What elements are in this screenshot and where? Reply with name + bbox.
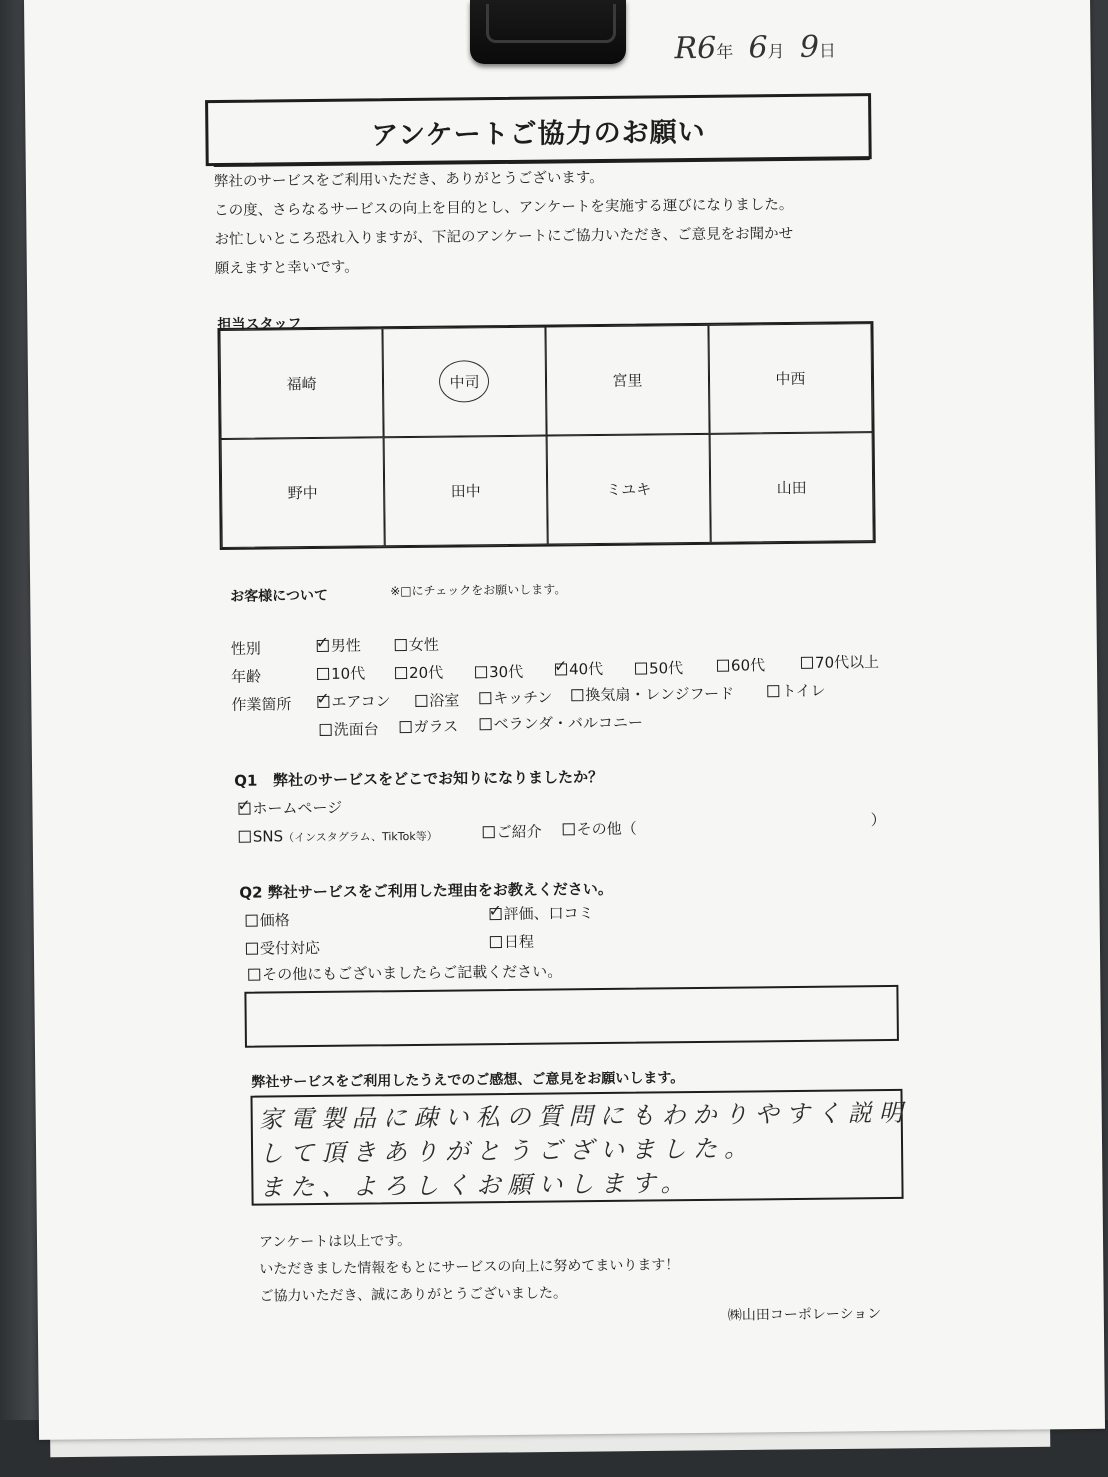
age-option[interactable]: 10代 — [317, 662, 365, 684]
work-area-option[interactable]: ガラス — [400, 715, 459, 737]
work-area-label: 作業箇所 — [231, 695, 292, 714]
feedback-answer-box[interactable]: 家電製品に疎い私の質問にもわかりやすく説明 して頂きありがとうございました。 また、よろしくお願いします。 — [250, 1089, 903, 1206]
staff-label: 担当スタッフ — [217, 316, 302, 333]
intro-text: 弊社のサービスをご利用いただき、ありがとうございます。 この度、さらなるサービスの向上を目的とし、アンケートを実施する運びになりました。 お忙しいところ恐れ入りますが、下記のアンケートにご協力いただき、ご意見をお聞かせ 願えますと幸いです。 — [213, 169, 794, 278]
check-mark-icon: ✓ — [316, 688, 330, 708]
q1-option-referral[interactable]: ご紹介 — [483, 821, 542, 843]
gender-option-male[interactable]: ✓ 男性 — [315, 632, 361, 655]
age-option-selected[interactable]: ✓ 40代 — [553, 656, 604, 679]
age-label: 年齢 — [231, 667, 262, 686]
q1-option-homepage[interactable]: ✓ ホームページ — [237, 795, 343, 818]
checkbox[interactable] — [315, 632, 330, 652]
q2-heading: Q2 弊社サービスをご利用した理由をお教えください。 — [239, 879, 613, 902]
q2-option-price[interactable]: 価格 — [246, 909, 290, 930]
feedback-heading: 弊社サービスをご利用したうえでのご感想、ご意見をお願いします。 — [251, 1070, 685, 1091]
q1-option-sns[interactable]: SNS（インスタグラム、TikTok等） — [239, 826, 438, 846]
check-mark-icon: ✓ — [553, 656, 568, 676]
work-area-option[interactable]: キッチン — [479, 687, 552, 709]
clipboard-clip — [470, 0, 626, 64]
q2-option-other[interactable]: その他にもございましたらご記載ください。 — [248, 960, 562, 984]
checkbox[interactable] — [490, 936, 502, 948]
checkbox[interactable] — [475, 666, 487, 678]
check-mark-icon: ✓ — [488, 901, 503, 921]
q1-option-other[interactable]: その他（ — [563, 818, 637, 840]
staff-cell[interactable]: 野中 — [221, 437, 385, 548]
age-option[interactable]: 50代 — [635, 657, 683, 679]
gender-option-female[interactable]: 女性 — [395, 634, 439, 655]
customer-heading: お客様について — [230, 587, 329, 605]
checkbox[interactable] — [239, 831, 251, 843]
q1-heading: Q1 弊社のサービスをどこでお知りになりましたか？ — [234, 767, 604, 790]
q2-option-reception[interactable]: 受付対応 — [246, 937, 320, 959]
selection-circle — [438, 360, 488, 403]
checkbox[interactable] — [571, 689, 583, 701]
work-area-option-selected[interactable]: ✓ エアコン — [316, 688, 391, 711]
survey-sheet — [24, 0, 1105, 1440]
age-option[interactable]: 20代 — [395, 662, 443, 684]
title-box — [205, 93, 872, 166]
age-option[interactable]: 60代 — [717, 654, 765, 676]
checkbox[interactable] — [248, 969, 260, 981]
checkbox[interactable] — [563, 823, 575, 835]
checkbox[interactable] — [320, 724, 332, 736]
check-mark-icon: ✓ — [237, 795, 251, 815]
work-area-option[interactable]: トイレ — [767, 680, 825, 702]
checkbox[interactable] — [415, 695, 427, 707]
checkbox[interactable] — [395, 667, 407, 679]
checkbox[interactable] — [317, 668, 329, 680]
age-option[interactable]: 30代 — [475, 661, 523, 683]
closing-text: アンケートは以上です。 いただきました情報をもとにサービスの向上に努めてまいります！ ご協力いただき、誠にありがとうございました。 — [258, 1233, 680, 1305]
checkbox[interactable] — [246, 943, 258, 955]
checkbox[interactable] — [480, 718, 492, 730]
q2-option-schedule[interactable]: 日程 — [490, 931, 534, 952]
gender-label: 性別 — [230, 639, 261, 658]
checkbox[interactable] — [246, 915, 258, 927]
checkbox[interactable] — [395, 639, 407, 651]
checkbox[interactable] — [400, 721, 412, 733]
q1-other-close: ） — [870, 811, 886, 830]
staff-cell[interactable]: ミユキ — [547, 434, 711, 545]
checkbox[interactable] — [479, 692, 491, 704]
staff-cell[interactable]: 福崎 — [219, 328, 383, 439]
work-area-option[interactable]: 洗面台 — [320, 718, 379, 740]
checkbox[interactable] — [635, 663, 647, 675]
checkbox[interactable] — [553, 656, 568, 676]
checkbox[interactable] — [488, 901, 503, 921]
checkbox[interactable] — [237, 795, 251, 815]
age-option[interactable]: 70代以上 — [801, 651, 879, 673]
survey-date: R6年 6月 9日 — [674, 29, 837, 67]
checkbox[interactable] — [316, 688, 330, 708]
staff-cell[interactable]: 宮里 — [545, 325, 709, 436]
check-mark-icon: ✓ — [315, 632, 330, 652]
staff-cell[interactable]: 山田 — [710, 432, 874, 543]
company-name: ㈱山田コーポレーション — [727, 1306, 882, 1324]
checkbox[interactable] — [483, 826, 495, 838]
work-area-option[interactable]: 換気扇・レンジフード — [571, 683, 734, 706]
other-reason-field[interactable] — [244, 985, 899, 1048]
work-area-option[interactable]: 浴室 — [415, 689, 459, 710]
check-note: ※□にチェックをお願いします。 — [390, 582, 567, 599]
checkbox[interactable] — [801, 657, 813, 669]
checkbox[interactable] — [717, 660, 729, 672]
staff-grid — [217, 321, 875, 550]
q2-option-review[interactable]: ✓ 評価、口コミ — [488, 901, 594, 924]
checkbox[interactable] — [767, 685, 779, 697]
staff-cell[interactable]: 田中 — [384, 436, 548, 547]
page-title: アンケートご協力のお願い — [371, 116, 706, 152]
work-area-option[interactable]: ベランダ・バルコニー — [479, 712, 643, 735]
staff-cell-selected[interactable]: 中司 — [382, 327, 546, 438]
staff-cell[interactable]: 中西 — [708, 323, 872, 434]
